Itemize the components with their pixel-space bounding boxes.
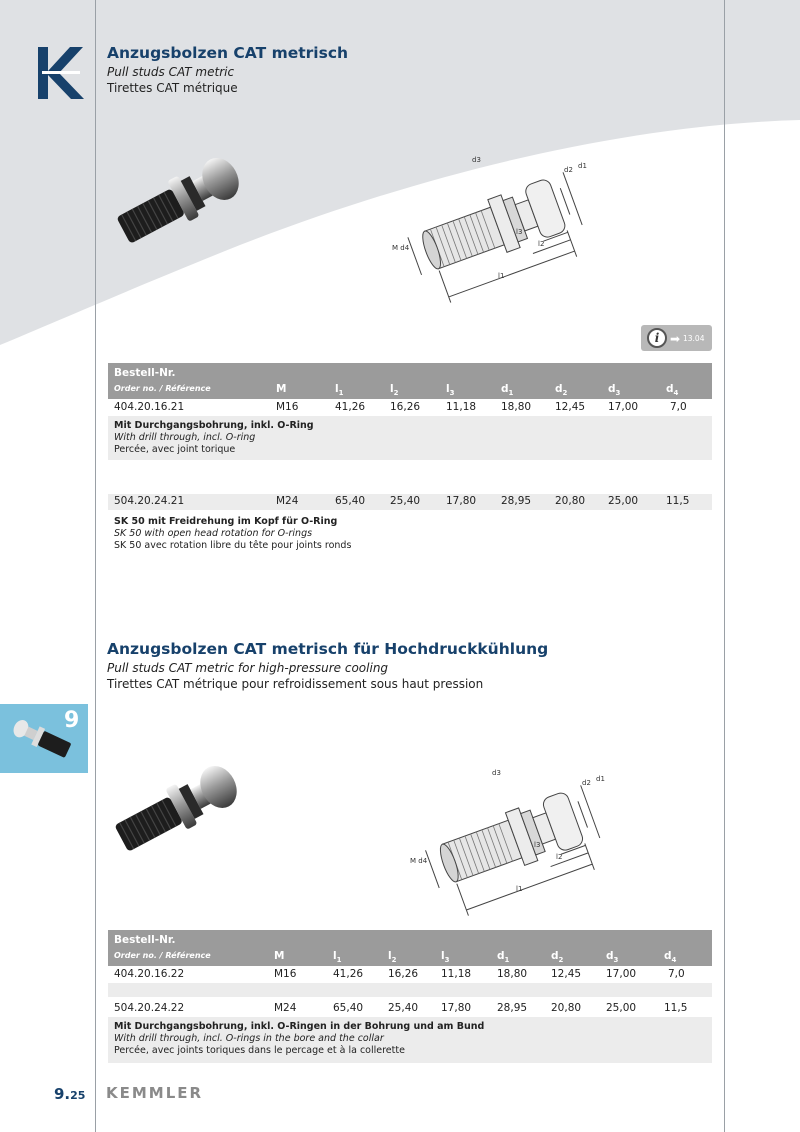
pull-studs-hpc-table <box>108 930 712 1063</box>
section2-title-de: Anzugsbolzen CAT metrisch für Hochdruckkühlung <box>107 640 549 658</box>
right-guide-line <box>724 0 725 1132</box>
table-row: 504.20.24.22 M24 65,40 25,40 17,80 28,95 20,80 25,00 11,5 <box>108 1001 712 1017</box>
section1-title-de: Anzugsbolzen CAT metrisch <box>107 44 349 62</box>
col-l1: $l_1$ <box>335 383 344 398</box>
pull-stud-hpc-technical-drawing <box>404 755 614 920</box>
label-d1: d1 <box>578 162 587 170</box>
kemmler-k-logo <box>38 47 86 99</box>
col-d4: $d_4$ <box>664 950 677 965</box>
col-m: M <box>274 950 285 962</box>
section1-title-fr: Tirettes CAT métrique <box>107 81 238 95</box>
col-l3: $l_3$ <box>441 950 450 965</box>
section1-title <box>107 44 348 95</box>
col-d3: $d_3$ <box>608 383 621 398</box>
section2-title <box>107 640 548 691</box>
table-note: SK 50 mit Freidrehung im Kopf für O-Ring SK 50 with open head rotation for O-rings SK 50 avec rotation libre du tête pour joints ronds <box>108 512 712 558</box>
table-note: Mit Durchgangsbohrung, inkl. O-Ringen in der Bohrung und am Bund With drill through, incl. O-rings in the bore and the collar Percée, avec joints toriques dans le percage et à la collerette <box>108 1017 712 1063</box>
pull-stud-photo <box>106 150 242 246</box>
label-md4: M d4 <box>410 857 428 865</box>
label-d2: d2 <box>564 166 573 174</box>
section2-title-fr: Tirettes CAT métrique pour refroidissement sous haut pression <box>107 677 484 691</box>
col-d2: $d_2$ <box>555 383 568 398</box>
section1-title-en: Pull studs CAT metric <box>107 65 235 79</box>
pull-stud-hpc-photo <box>104 758 240 854</box>
arrow-right-icon: ➡ <box>670 332 681 346</box>
col-d2: $d_2$ <box>551 950 564 965</box>
table-row: 504.20.24.21 M24 65,40 25,40 17,80 28,95 20,80 25,00 11,5 <box>108 494 712 510</box>
label-l1: l1 <box>498 272 505 280</box>
order-label: Bestell-Nr. <box>114 367 176 379</box>
table-header <box>108 930 712 966</box>
col-d1: $d_1$ <box>501 383 514 398</box>
label-md4: M d4 <box>392 244 410 252</box>
col-l1: $l_1$ <box>333 950 342 965</box>
order-sublabel: Order no. / Référence <box>114 951 211 960</box>
info-icon: i <box>647 328 667 348</box>
brand-name: KEMMLER <box>106 1084 204 1102</box>
col-d3: $d_3$ <box>606 950 619 965</box>
page-number: 9.25 <box>54 1085 86 1103</box>
col-d1: $d_1$ <box>497 950 510 965</box>
info-reference-badge[interactable] <box>641 325 712 351</box>
table-row: 404.20.16.22 M16 41,26 16,26 11,18 18,80 12,45 17,00 7,0 <box>108 967 712 983</box>
col-d4: $d_4$ <box>666 383 679 398</box>
section2-title-en: Pull studs CAT metric for high-pressure cooling <box>107 661 389 675</box>
info-reference: 13.04 <box>683 334 705 343</box>
chapter-number: 9 <box>64 708 80 733</box>
order-label: Bestell-Nr. <box>114 934 176 946</box>
label-d2: d2 <box>582 779 591 787</box>
col-l2: $l_2$ <box>390 383 399 398</box>
table-row: 404.20.16.21 M16 41,26 16,26 11,18 18,80 12,45 17,00 7,0 <box>108 400 712 416</box>
label-d3: d3 <box>472 156 481 164</box>
pull-stud-technical-drawing <box>386 138 596 308</box>
col-l2: $l_2$ <box>388 950 397 965</box>
label-l1: l1 <box>516 885 523 893</box>
chapter-tab[interactable] <box>0 704 88 773</box>
order-sublabel: Order no. / Référence <box>114 384 211 393</box>
label-l2: l2 <box>556 853 563 861</box>
col-l3: $l_3$ <box>446 383 455 398</box>
pull-studs-table <box>108 363 712 558</box>
label-l3: l3 <box>534 841 541 849</box>
label-d3: d3 <box>492 769 501 777</box>
col-m: M <box>276 383 287 395</box>
table-header <box>108 363 712 399</box>
label-d1: d1 <box>596 775 605 783</box>
table-note: Mit Durchgangsbohrung, inkl. O-Ring With drill through, incl. O-ring Percée, avec joint torique <box>108 416 712 460</box>
label-l2: l2 <box>538 240 545 248</box>
left-guide-line <box>95 0 96 1132</box>
label-l3: l3 <box>516 228 523 236</box>
